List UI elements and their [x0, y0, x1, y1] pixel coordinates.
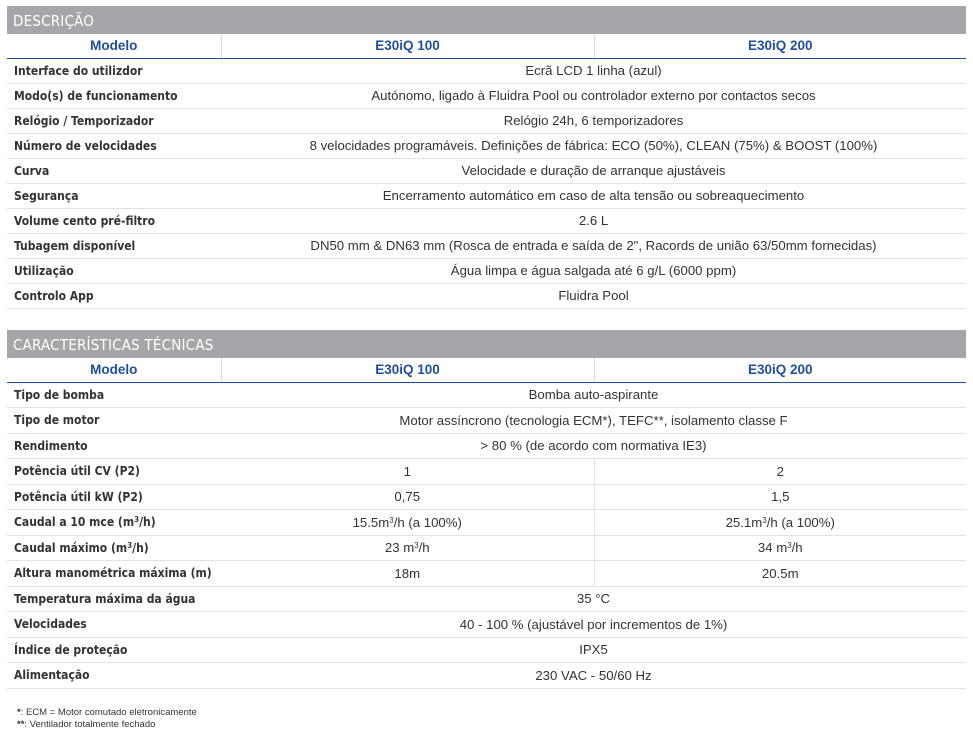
table-row	[7, 258, 966, 283]
section-title: DESCRIÇÃO	[7, 6, 966, 34]
value-part: 23 m	[384, 540, 415, 556]
table-row	[7, 183, 966, 208]
table-row	[7, 233, 966, 258]
table-row	[7, 158, 966, 183]
superscript: 3	[414, 541, 419, 551]
row-label	[7, 535, 221, 561]
row-label: Altura manométrica máxima (m)	[7, 561, 221, 587]
row-label: Temperatura máxima da água	[7, 586, 221, 612]
table-row	[7, 561, 966, 587]
table-row	[7, 612, 966, 638]
row-label: Curva	[7, 158, 221, 183]
value-part: 34 m	[757, 540, 788, 556]
descricao-table	[7, 34, 966, 309]
tecnicas-section	[7, 330, 966, 689]
row-value-e30iq-100: 1	[221, 459, 594, 485]
row-value: Fluidra Pool	[221, 283, 966, 308]
table-row	[7, 283, 966, 308]
row-label: Tipo de bomba	[7, 382, 221, 408]
superscript: 3	[127, 540, 133, 550]
table-row	[7, 459, 966, 485]
row-value: DN50 mm & DN63 mm (Rosca de entrada e saída de 2", Racords de união 63/50mm fornecidas)	[221, 233, 966, 258]
row-value: Autónomo, ligado à Fluidra Pool ou controlador externo por contactos secos	[221, 83, 966, 108]
table-row	[7, 433, 966, 459]
model-e30iq-200: E30iQ 200	[594, 34, 966, 58]
tecnicas-table	[7, 358, 966, 689]
table-row	[7, 484, 966, 510]
superscript: 3	[787, 541, 792, 551]
row-value: Velocidade e duração de arranque ajustáveis	[221, 158, 966, 183]
footnote-text: : Ventilador totalmente fechado	[24, 719, 156, 730]
row-value: Relógio 24h, 6 temporizadores	[221, 108, 966, 133]
row-label: Relógio / Temporizador	[7, 108, 221, 133]
footnote-ecm	[17, 707, 197, 719]
footnotes	[17, 707, 197, 731]
model-label: Modelo	[7, 34, 221, 58]
footnote-mark: *	[17, 707, 21, 718]
row-value: 230 VAC - 50/60 Hz	[221, 663, 966, 689]
value-part: 15.5m	[352, 514, 390, 530]
row-value: 2.6 L	[221, 208, 966, 233]
label-part: Caudal a 10 mce (m	[14, 515, 135, 530]
row-label: Modo(s) de funcionamento	[7, 83, 221, 108]
row-value-e30iq-200	[594, 510, 966, 536]
superscript: 3	[762, 515, 767, 525]
row-label: Número de velocidades	[7, 133, 221, 158]
footnote-mark: **	[17, 719, 25, 730]
row-label: Interface do utilizdor	[7, 58, 221, 83]
row-label: Velocidades	[7, 612, 221, 638]
row-value: 8 velocidades programáveis. Definições de fábrica: ECO (50%), CLEAN (75%) & BOOST (100%)	[221, 133, 966, 158]
row-value: Bomba auto-aspirante	[221, 382, 966, 408]
row-label: Potência útil CV (P2)	[7, 459, 221, 485]
label-part: /h)	[139, 515, 156, 530]
table-row	[7, 408, 966, 434]
row-label: Controlo App	[7, 283, 221, 308]
row-value: Motor assíncrono (tecnologia ECM*), TEFC**, isolamento classe F	[221, 408, 966, 434]
row-label: Potência útil kW (P2)	[7, 484, 221, 510]
footnote-text: : ECM = Motor comutado eletronicamente	[20, 707, 197, 718]
value-part: /h (a 100%)	[766, 514, 835, 530]
section-title: CARACTERÍSTICAS TÉCNICAS	[7, 330, 966, 358]
row-label: Segurança	[7, 183, 221, 208]
row-value: 40 - 100 % (ajustável por incrementos de 1%)	[221, 612, 966, 638]
row-value: IPX5	[221, 637, 966, 663]
row-label: Volume cento pré-filtro	[7, 208, 221, 233]
label-part: Caudal máximo (m	[14, 540, 128, 555]
row-value-e30iq-200: 20.5m	[594, 561, 966, 587]
value-part: /h (a 100%)	[393, 514, 462, 530]
footnote-tefc	[17, 719, 197, 731]
row-label: Tipo de motor	[7, 408, 221, 434]
row-label: Alimentação	[7, 663, 221, 689]
row-label: Rendimento	[7, 433, 221, 459]
superscript: 3	[134, 515, 140, 525]
row-value: Ecrã LCD 1 linha (azul)	[221, 58, 966, 83]
table-row	[7, 586, 966, 612]
model-header-row	[7, 358, 966, 382]
row-value: Encerramento automático em caso de alta tensão ou sobreaquecimento	[221, 183, 966, 208]
table-row	[7, 637, 966, 663]
row-label: Índice de proteção	[7, 637, 221, 663]
table-row	[7, 663, 966, 689]
table-row	[7, 535, 966, 561]
row-value-e30iq-200	[594, 535, 966, 561]
table-row	[7, 510, 966, 536]
row-value-e30iq-200: 2	[594, 459, 966, 485]
row-value: 35 °C	[221, 586, 966, 612]
row-label	[7, 510, 221, 536]
table-row	[7, 83, 966, 108]
label-part: /h)	[132, 540, 149, 555]
table-row	[7, 208, 966, 233]
row-value-e30iq-100	[221, 535, 594, 561]
model-label: Modelo	[7, 358, 221, 382]
row-value: Água limpa e água salgada até 6 g/L (6000 ppm)	[221, 258, 966, 283]
value-part: 25.1m	[725, 514, 763, 530]
row-label: Utilização	[7, 258, 221, 283]
descricao-section	[7, 6, 966, 309]
superscript: 3	[389, 515, 394, 525]
table-row	[7, 58, 966, 83]
model-header-row	[7, 34, 966, 58]
model-e30iq-200: E30iQ 200	[594, 358, 966, 382]
row-value-e30iq-100	[221, 510, 594, 536]
row-value: > 80 % (de acordo com normativa IE3)	[221, 433, 966, 459]
value-part: /h	[418, 540, 430, 556]
row-value-e30iq-200: 1,5	[594, 484, 966, 510]
table-row	[7, 133, 966, 158]
table-row	[7, 382, 966, 408]
model-e30iq-100: E30iQ 100	[221, 358, 594, 382]
row-value-e30iq-100: 0,75	[221, 484, 594, 510]
value-part: /h	[791, 540, 803, 556]
row-label: Tubagem disponível	[7, 233, 221, 258]
model-e30iq-100: E30iQ 100	[221, 34, 594, 58]
row-value-e30iq-100: 18m	[221, 561, 594, 587]
table-row	[7, 108, 966, 133]
